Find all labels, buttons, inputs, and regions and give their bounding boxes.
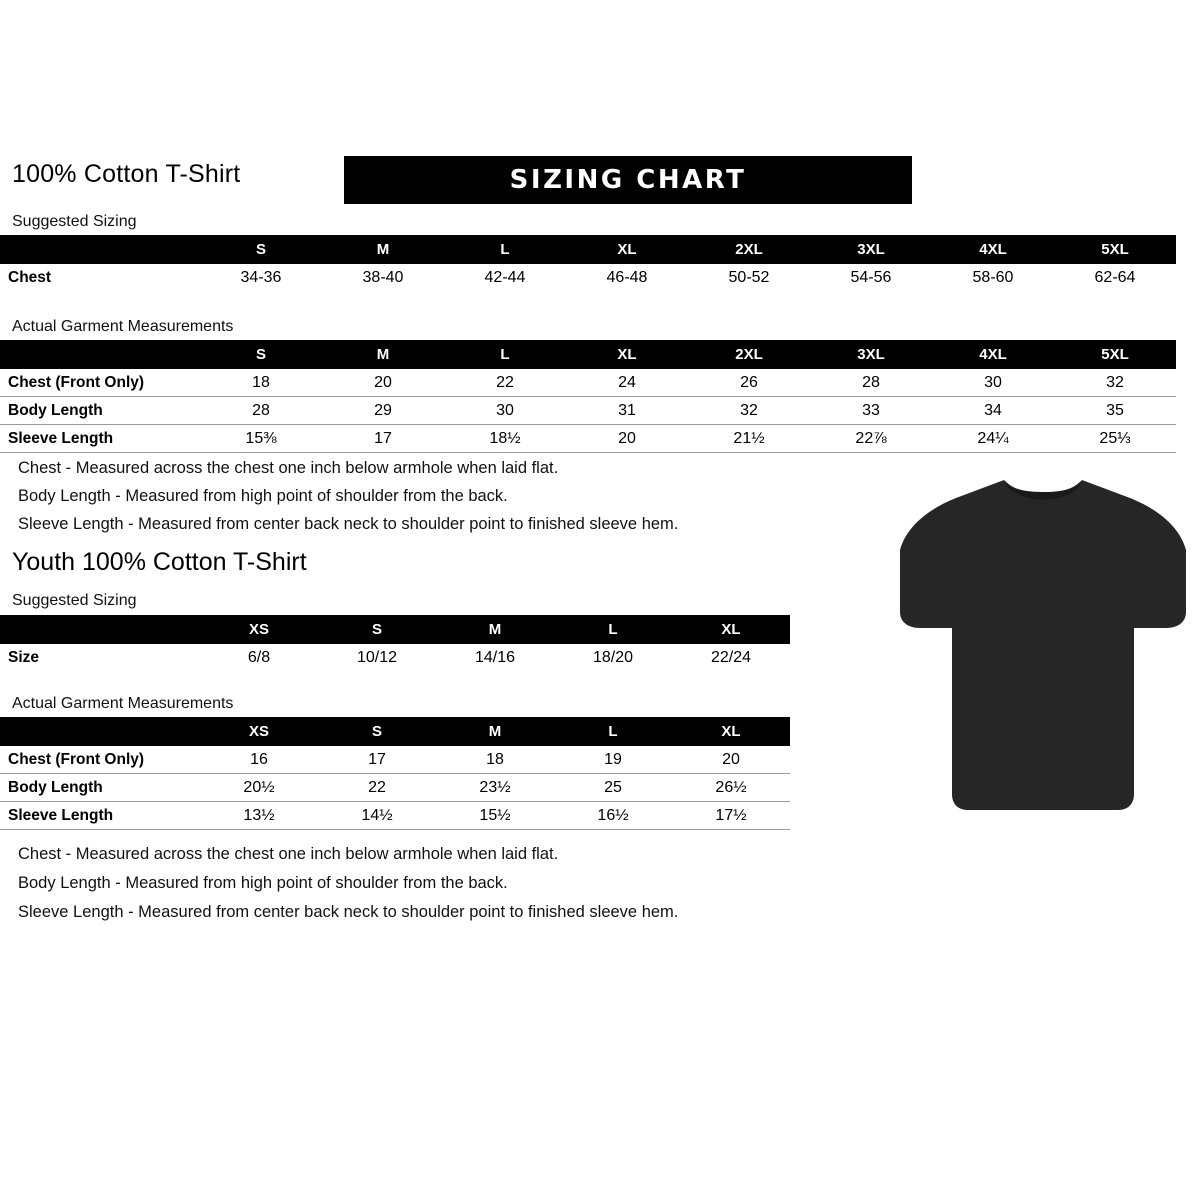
column-header-m: M	[436, 717, 554, 746]
column-header-l: L	[554, 615, 672, 644]
table-cell: 33	[810, 397, 932, 425]
adult-suggested-sizing-label: Suggested Sizing	[12, 213, 137, 230]
table-cell: 23½	[436, 774, 554, 802]
adult-note-body-length: Body Length - Measured from high point of shoulder from the back.	[18, 487, 508, 505]
row-label: Size	[8, 648, 40, 666]
column-header-l: L	[444, 340, 566, 369]
table-cell: 30	[444, 397, 566, 425]
column-header-blank	[0, 235, 200, 264]
table-cell: 28	[810, 369, 932, 397]
column-header-m: M	[322, 340, 444, 369]
table-cell: 22	[318, 774, 436, 802]
column-header-3xl: 3XL	[810, 235, 932, 264]
column-header-xl: XL	[566, 340, 688, 369]
column-header-s: S	[200, 340, 322, 369]
table-cell: 20	[672, 746, 790, 774]
row-label: Body Length	[0, 774, 200, 802]
column-header-blank	[0, 615, 200, 644]
table-cell: 28	[200, 397, 322, 425]
table-cell: 16	[200, 746, 318, 774]
column-header-m: M	[322, 235, 444, 264]
table-cell: 46-48	[606, 268, 648, 286]
column-header-m: M	[436, 615, 554, 644]
row-label: Sleeve Length	[0, 425, 200, 453]
column-header-2xl: 2XL	[688, 340, 810, 369]
table-cell: 19	[554, 746, 672, 774]
sizing-chart-banner	[344, 156, 912, 204]
table-cell: 13½	[200, 802, 318, 830]
table-cell: 17½	[672, 802, 790, 830]
table-cell: 20½	[200, 774, 318, 802]
column-header-xl: XL	[672, 717, 790, 746]
column-header-s: S	[200, 235, 322, 264]
table-cell: 22/24	[710, 648, 752, 666]
table-row	[0, 397, 1176, 425]
row-label: Sleeve Length	[0, 802, 200, 830]
table-row	[0, 802, 790, 830]
column-header-xs: XS	[200, 717, 318, 746]
column-header-xs: XS	[200, 615, 318, 644]
youth-suggested-sizing-table	[0, 615, 790, 671]
adult-actual-measurements-table	[0, 340, 1176, 453]
table-cell: 21½	[688, 425, 810, 453]
table-cell: 62-64	[1094, 268, 1136, 286]
table-cell: 17	[322, 425, 444, 453]
table-cell: 6/8	[247, 648, 271, 666]
table-cell: 30	[932, 369, 1054, 397]
table-cell: 10/12	[356, 648, 398, 666]
table-header-row	[0, 235, 1176, 264]
adult-suggested-sizing-table	[0, 235, 1176, 291]
adult-actual-measurements-label: Actual Garment Measurements	[12, 318, 234, 335]
table-cell: 50-52	[728, 268, 770, 286]
table-cell: 34-36	[240, 268, 282, 286]
column-header-2xl: 2XL	[688, 235, 810, 264]
t-shirt-icon	[900, 480, 1186, 810]
adult-header	[12, 160, 1188, 204]
table-cell: 29	[322, 397, 444, 425]
table-cell: 25⅓	[1054, 425, 1176, 453]
table-cell: 17	[318, 746, 436, 774]
youth-actual-measurements-table	[0, 717, 790, 830]
table-cell: 18/20	[592, 648, 634, 666]
table-cell: 22⅞	[810, 425, 932, 453]
table-row	[0, 774, 790, 802]
table-cell: 54-56	[850, 268, 892, 286]
table-cell: 15½	[436, 802, 554, 830]
column-header-l: L	[554, 717, 672, 746]
table-cell: 31	[566, 397, 688, 425]
table-cell: 14/16	[474, 648, 516, 666]
column-header-xl: XL	[672, 615, 790, 644]
table-row	[0, 644, 790, 671]
page-title: 100% Cotton T-Shirt	[12, 160, 241, 188]
table-cell: 24	[566, 369, 688, 397]
table-cell: 26½	[672, 774, 790, 802]
sizing-chart-banner-label: SIZING CHART	[509, 165, 747, 195]
youth-actual-measurements-label: Actual Garment Measurements	[12, 695, 234, 712]
column-header-5xl: 5XL	[1054, 235, 1176, 264]
adult-note-sleeve-length: Sleeve Length - Measured from center back neck to shoulder point to finished sleeve hem.	[18, 515, 679, 533]
column-header-xl: XL	[566, 235, 688, 264]
youth-note-body-length: Body Length - Measured from high point of shoulder from the back.	[18, 874, 508, 892]
table-cell: 34	[932, 397, 1054, 425]
table-cell: 18½	[444, 425, 566, 453]
table-cell: 20	[566, 425, 688, 453]
column-header-4xl: 4XL	[932, 340, 1054, 369]
table-header-row	[0, 615, 790, 644]
table-cell: 24¼	[932, 425, 1054, 453]
table-cell: 42-44	[484, 268, 526, 286]
youth-section-title: Youth 100% Cotton T-Shirt	[12, 548, 307, 576]
table-cell: 15⅜	[200, 425, 322, 453]
table-cell: 18	[200, 369, 322, 397]
row-label: Chest (Front Only)	[0, 746, 200, 774]
column-header-s: S	[318, 717, 436, 746]
row-label: Body Length	[0, 397, 200, 425]
table-cell: 25	[554, 774, 672, 802]
column-header-4xl: 4XL	[932, 235, 1054, 264]
column-header-blank	[0, 340, 200, 369]
table-row	[0, 264, 1176, 291]
table-cell: 20	[322, 369, 444, 397]
column-header-3xl: 3XL	[810, 340, 932, 369]
table-row	[0, 746, 790, 774]
row-label: Chest	[8, 268, 52, 286]
table-row	[0, 425, 1176, 453]
column-header-s: S	[318, 615, 436, 644]
table-cell: 26	[688, 369, 810, 397]
table-cell: 32	[1054, 369, 1176, 397]
column-header-blank	[0, 717, 200, 746]
table-cell: 14½	[318, 802, 436, 830]
adult-note-chest: Chest - Measured across the chest one inch below armhole when laid flat.	[18, 459, 559, 477]
row-label: Chest (Front Only)	[0, 369, 200, 397]
table-cell: 35	[1054, 397, 1176, 425]
table-header-row	[0, 340, 1176, 369]
youth-suggested-sizing-label: Suggested Sizing	[12, 592, 137, 609]
table-cell: 22	[444, 369, 566, 397]
table-cell: 18	[436, 746, 554, 774]
youth-note-sleeve-length: Sleeve Length - Measured from center back neck to shoulder point to finished sleeve hem.	[18, 903, 679, 921]
table-cell: 58-60	[972, 268, 1014, 286]
column-header-5xl: 5XL	[1054, 340, 1176, 369]
t-shirt-illustration	[898, 472, 1188, 812]
table-row	[0, 369, 1176, 397]
table-cell: 32	[688, 397, 810, 425]
table-cell: 38-40	[362, 268, 404, 286]
table-cell: 16½	[554, 802, 672, 830]
youth-note-chest: Chest - Measured across the chest one inch below armhole when laid flat.	[18, 845, 559, 863]
column-header-l: L	[444, 235, 566, 264]
table-header-row	[0, 717, 790, 746]
